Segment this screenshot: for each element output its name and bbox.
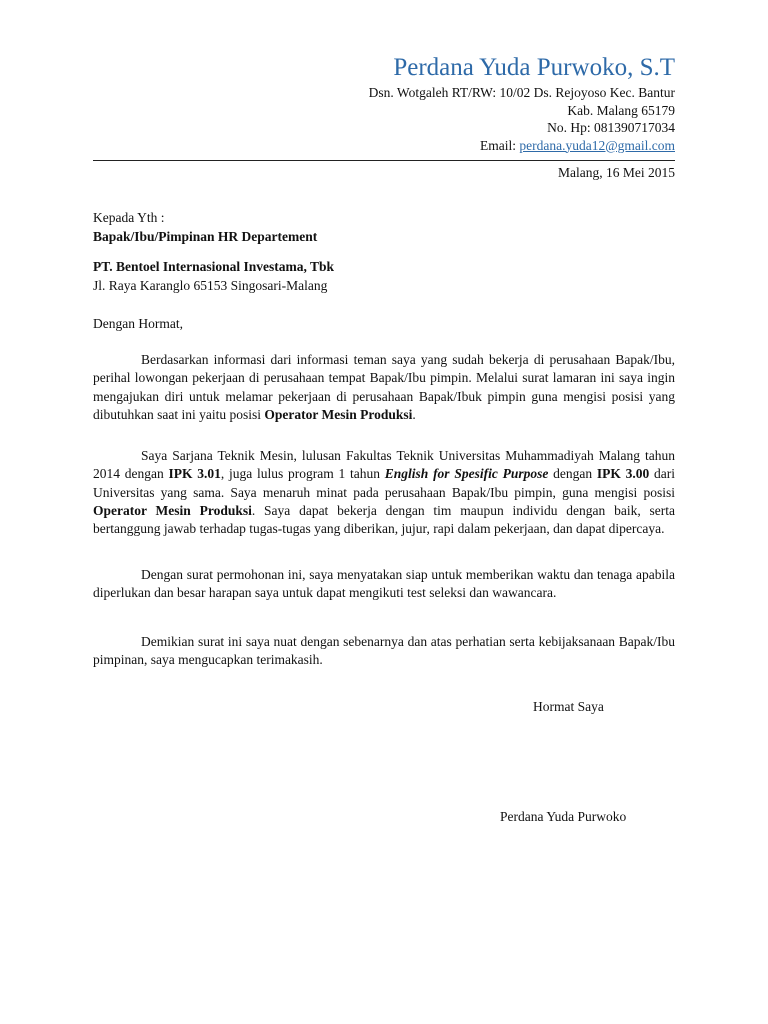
recipient-address: Jl. Raya Karanglo 65153 Singosari-Malang	[93, 277, 328, 293]
paragraph-1	[93, 351, 675, 424]
recipient-block	[93, 209, 675, 246]
recipient-company: PT. Bentoel Internasional Investama, Tbk	[93, 259, 335, 274]
sender-address-line1: Dsn. Wotgaleh RT/RW: 10/02 Ds. Rejoyoso Kec. Bantur	[368, 85, 675, 100]
greeting: Dengan Hormat,	[93, 316, 183, 331]
closing: Hormat Saya	[533, 699, 604, 714]
letter-date: Malang, 16 Mei 2015	[558, 165, 675, 180]
p2-text-1: Saya Sarjana Teknik Mesin, lulusan Fakultas Teknik Universitas Muhammadiyah Malang tahun 2014 dengan	[93, 448, 675, 482]
email-label: Email:	[479, 137, 520, 153]
p1-position: Operator Mesin Produksi	[264, 406, 413, 422]
header-divider	[93, 160, 675, 161]
company-block	[93, 258, 675, 295]
p2-text-3: dengan	[548, 466, 597, 482]
p1-text-1: Berdasarkan informasi dari informasi teman saya yang sudah bekerja di perusahaan Bapak/Ibu, perihal lowongan pekerjaan di perusahaan tempat Bapak/Ibu pimpin. Melalui surat lamaran ini saya ingin mengajukan diri untuk melamar pekerjaan di perusahaan Bapak/Ibuk pimpin guna mengisi posisi yang dibutuhkan saat ini yaitu posisi	[93, 352, 675, 422]
paragraph-2	[93, 447, 675, 538]
sender-phone: No. Hp: 081390717034	[547, 120, 675, 135]
p2-position: Operator Mesin Produksi	[93, 502, 252, 518]
recipient-salutation: Kepada Yth :	[93, 210, 165, 225]
email-link[interactable]: perdana.yuda12@gmail.com	[519, 137, 675, 153]
sender-address-line2: Kab. Malang 65179	[567, 102, 675, 118]
p2-text-2: , juga lulus program 1 tahun	[220, 466, 385, 482]
signature-name: Perdana Yuda Purwoko	[500, 809, 627, 824]
letterhead	[93, 52, 675, 154]
paragraph-3: Dengan surat permohonan ini, saya menyatakan siap untuk memberikan waktu dan tenaga apabila diperlukan dan besar harapan saya untuk dapat mengikuti test seleksi dan wawancara.	[93, 567, 675, 601]
p2-text-4: dari Universitas yang sama. Saya menaruh minat pada perusahaan Bapak/Ibu pimpin, guna mengisi posisi	[93, 466, 675, 500]
sender-name: Perdana Yuda Purwoko, S.T	[393, 54, 675, 81]
recipient-title: Bapak/Ibu/Pimpinan HR Departement	[93, 228, 318, 244]
p2-text-5: . Saya dapat bekerja dengan tim maupun individu dengan baik, serta bertanggung jawab terhadap tugas-tugas yang diberikan, jujur, rapi dalam pekerjaan, dan dapat dipercaya.	[93, 502, 675, 537]
p2-gpa-1: IPK 3.01	[168, 466, 221, 482]
sender-email-line	[93, 137, 675, 155]
paragraph-4: Demikian surat ini saya nuat dengan sebenarnya dan atas perhatian serta kebijaksanaan Bapak/Ibu pimpinan, saya mengucapkan terimakasih.	[93, 634, 675, 668]
p2-program: English for Spesific Purpose	[384, 466, 549, 482]
p1-text-2: .	[412, 406, 416, 422]
p2-gpa-2: IPK 3.00	[596, 466, 650, 482]
